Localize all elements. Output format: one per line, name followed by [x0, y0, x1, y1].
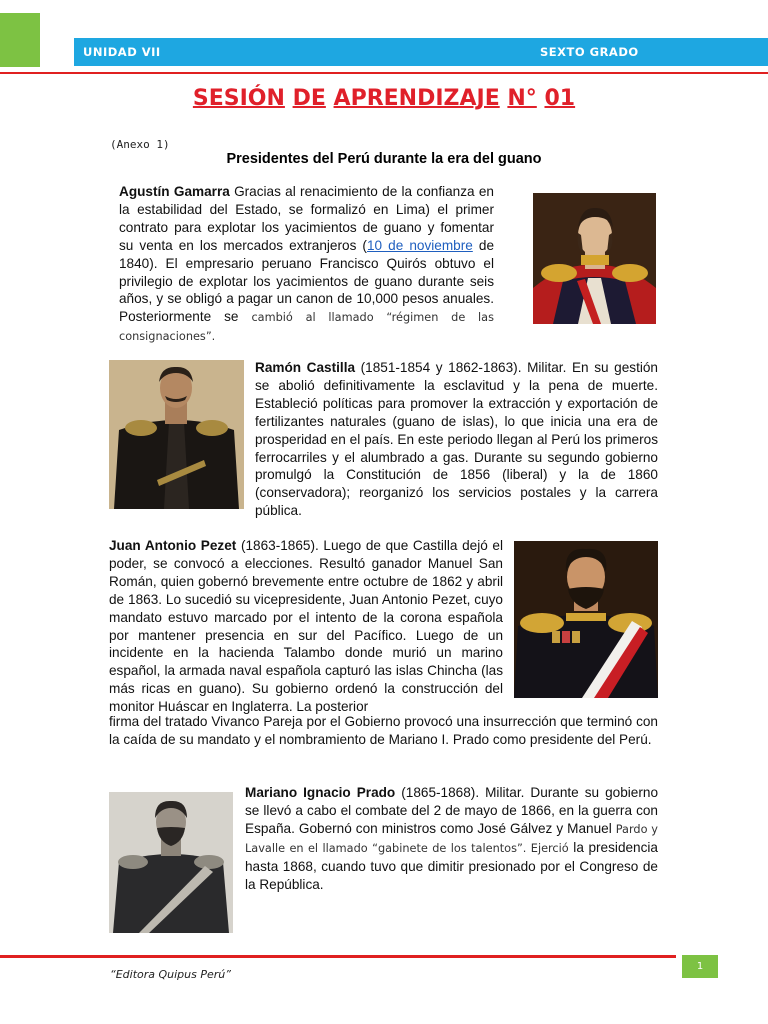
header-divider — [0, 72, 768, 74]
president-pezet-text: Juan Antonio Pezet (1863-1865). Luego de que Castilla dejó el poder, se convocó a elecciones. Resultó ganador Manuel San Román, quien gobernó brevemente entre octubre de 1862 y abril de 1863. Lo sucedió su vicepresidente, Juan Antonio Pezet, cuyo mandato estuvo marcado por el intento de la corona española por mantener presencia en sur del Pacífico. Luego de un incidente en la hacienda Talambo donde murió un marino español, la armada naval española capturó las islas Chincha (las más ricas en guano). Su gobierno ordenó la construcción del monitor Huáscar en Inglaterra. La posterior — [109, 538, 504, 715]
session-title: SESIÓN DE APRENDIZAJE N° 01 — [192, 86, 576, 111]
footer-divider — [0, 955, 676, 958]
header-bar — [74, 38, 768, 66]
date-link[interactable]: 10 de noviembre — [366, 237, 473, 253]
document-subtitle: Presidentes del Perú durante la era del guano — [226, 151, 542, 167]
green-corner-tab — [0, 13, 40, 67]
publisher-footer: “Editora Quipus Perú” — [110, 968, 231, 981]
president-prado-text: Mariano Ignacio Prado (1865-1868). Militar. Durante su gobierno se llevó a cabo el combate del 2 de mayo de 1866, en la guerra con España. Gobernó con ministros como José Gálvez y Manuel Pardo y Lavalle en el llamado “gabinete de los talentos”. Ejerció la presidencia hasta 1868, cuando tuvo que dimitir presionado por el Congreso de la República. — [245, 785, 659, 892]
president-castilla-text: Ramón Castilla (1851-1854 y 1862-1863). Militar. En su gestión se abolió definitivamente la esclavitud y la pena de muerte. Estableció políticas para promover la extracción y exportación de fertilizantes naturales (guano de islas), lo que inicia una era de prosperidad en el país. En este periodo llegan al Perú los primeros ferrocarriles y el alumbrado a gas. Durante su segundo gobierno promulgó la Constitución de 1856 (liberal) y la de 1860 (conservadora); reorganizó los servicios postales y la carrera pública. — [255, 360, 658, 519]
gamarra-portrait — [533, 193, 656, 324]
prado-portrait — [109, 792, 233, 933]
annex-label: (Anexo 1) — [110, 138, 170, 151]
president-pezet-text-continued: firma del tratado Vivanco Pareja por el Gobierno provocó una insurrección que terminó con la caída de su mandato y el nombramiento de Mariano I. Prado como presidente del Perú. — [109, 714, 658, 747]
grade-label: SEXTO GRADO — [540, 45, 639, 59]
president-gamarra-text: Agustín Gamarra Gracias al renacimiento de la confianza en la estabilidad del Estado, se formalizó en Lima) el primer contrato para explotar los yacimientos de guano y fomentar su venta en los mercados extranjeros (10 de noviembre de 1840). El empresario peruano Francisco Quirós obtuvo el privilegio de explotar los yacimientos de guano durante seis años, y se obligó a pagar un canon de 10,000 pesos anuales. Posteriormente se cambió al llamado “régimen de las consignaciones”. — [119, 184, 494, 344]
unit-label: UNIDAD VII — [83, 45, 161, 59]
pezet-portrait — [514, 541, 658, 698]
castilla-portrait — [109, 360, 244, 509]
page-number: 1 — [682, 955, 718, 978]
